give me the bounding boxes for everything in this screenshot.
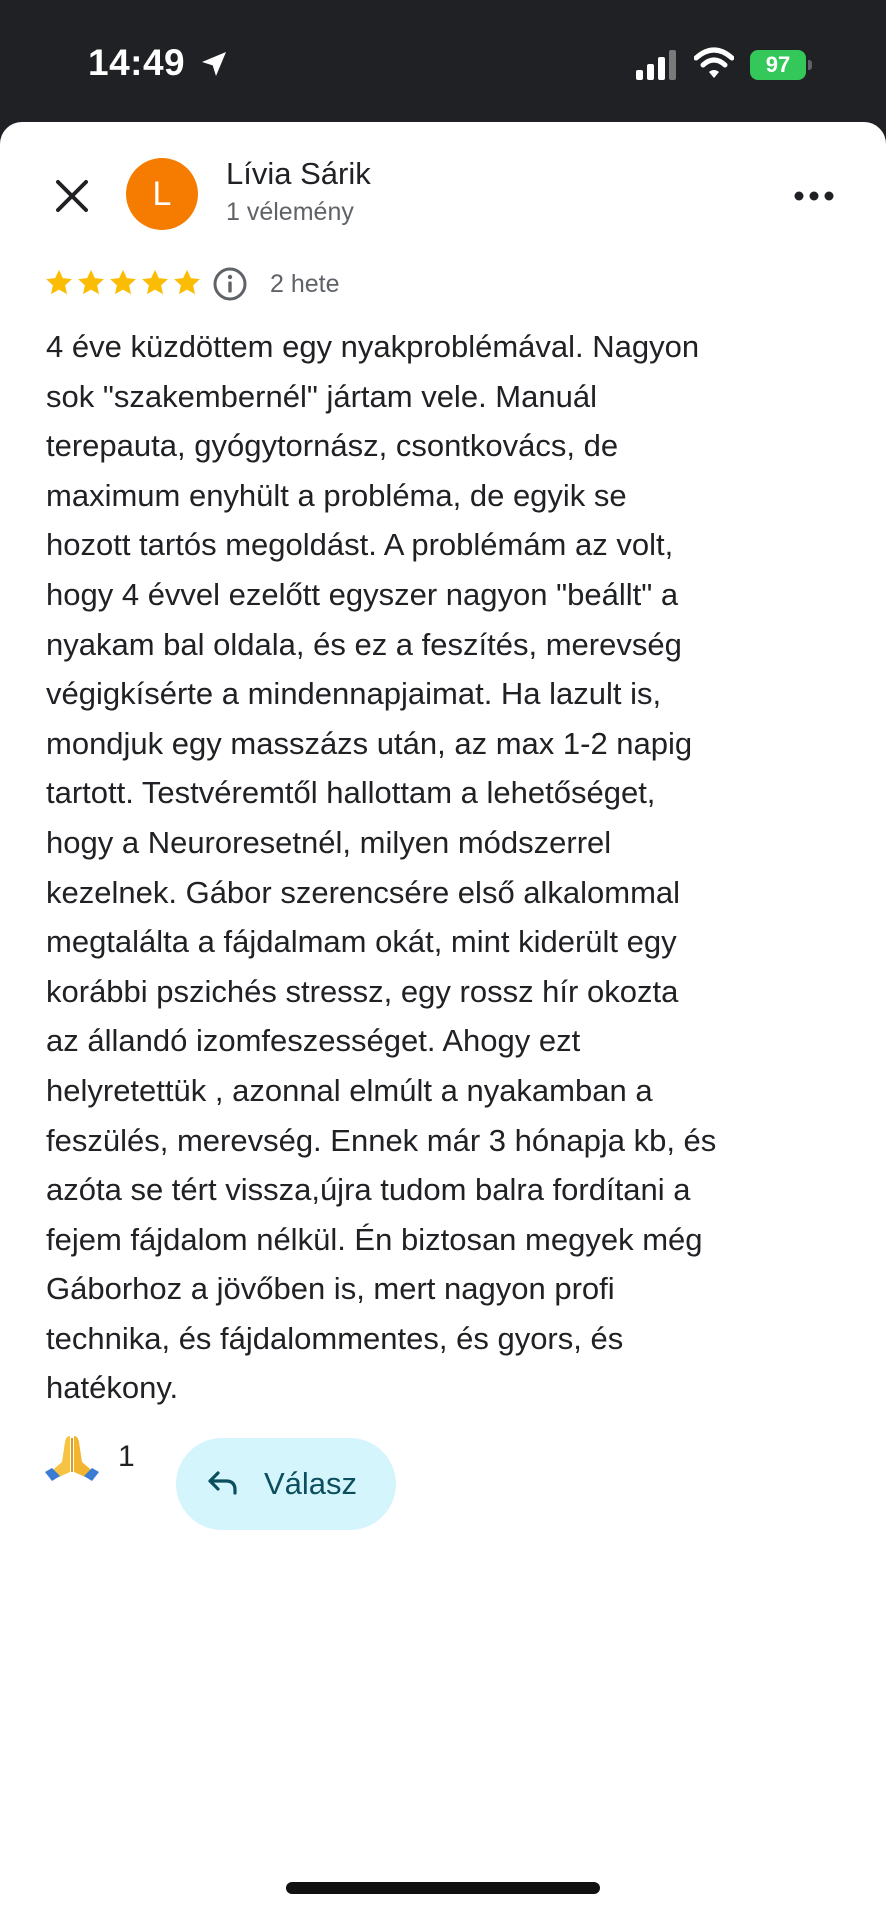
star-icon xyxy=(108,268,138,298)
reply-arrow-icon xyxy=(206,1466,240,1500)
cellular-signal-icon xyxy=(636,50,680,80)
star-icon xyxy=(172,268,202,298)
battery-charging-icon xyxy=(750,50,812,80)
reply-button[interactable] xyxy=(176,1438,396,1530)
reaction-count: 1 xyxy=(118,1440,135,1473)
status-time: 14:49 xyxy=(88,42,186,83)
status-bar xyxy=(0,0,886,122)
home-indicator[interactable] xyxy=(286,1882,600,1894)
star-icon xyxy=(76,268,106,298)
battery-level: 97 xyxy=(750,50,806,80)
star-icon xyxy=(140,268,170,298)
wifi-icon xyxy=(694,46,734,80)
review-date: 2 hete xyxy=(270,270,340,298)
reply-label: Válasz xyxy=(264,1466,358,1501)
folded-hands-icon xyxy=(42,1432,102,1482)
location-arrow-icon xyxy=(198,48,230,80)
avatar[interactable]: L xyxy=(126,158,198,230)
close-icon[interactable] xyxy=(48,172,96,220)
review-text: 4 éve küzdöttem egy nyakproblémával. Nagyon sok "szakembernél" jártam vele. Manuál terepauta, gyógytornász, csontkovács, de maximum enyhült a probléma, de egyik se hozott tartós megoldást. A problémám az volt, hogy 4 évvel ezelőtt egyszer nagyon "beállt" a nyakam bal oldala, és ez a feszítés, merevség végigkísérte a mindennapjaimat. Ha lazult is, mondjuk egy masszázs után, az max 1-2 napig tartott. Testvéremtől hallottam a lehetőséget, hogy a Neuroresetnél, milyen módszerrel kezelnek. Gábor szerencsére első alkalommal megtalálta a fájdalmam okát, mint kiderült egy korábbi pszichés stressz, egy rossz hír okozta az állandó izomfeszességet. Ahogy ezt helyretettük , azonnal elmúlt a nyakamban a feszülés, merevség. Ennek már 3 hónapja kb, és azóta se tért vissza,újra tudom balra fordítani a fejem fájdalom nélkül. Én biztosan megyek még Gáborhoz a jövőben is, mert nagyon profi technika, és fájdalommentes, és gyors, és hatékony. xyxy=(46,329,717,1406)
author-name[interactable]: Lívia Sárik xyxy=(226,156,371,191)
star-rating xyxy=(44,264,204,300)
star-icon xyxy=(44,268,74,298)
more-options-icon[interactable] xyxy=(790,172,838,220)
info-icon[interactable] xyxy=(212,266,248,302)
battery-cap xyxy=(808,60,812,70)
review-sheet xyxy=(0,122,886,1920)
author-review-count: 1 vélemény xyxy=(226,198,354,226)
